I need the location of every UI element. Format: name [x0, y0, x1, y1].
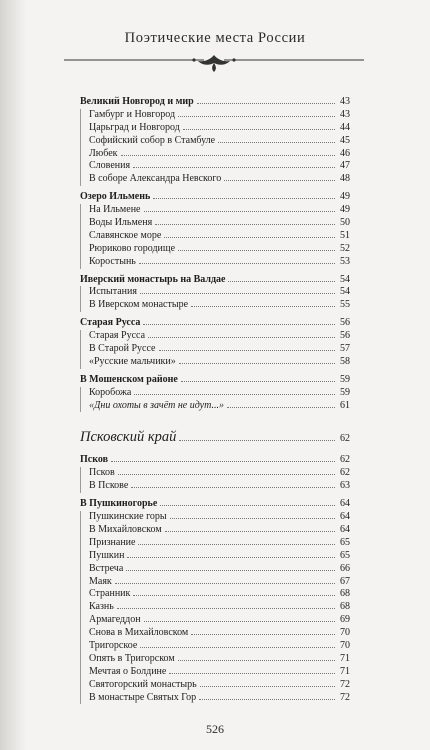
- toc-entry: [81, 256, 350, 269]
- dot-leader: [144, 621, 335, 622]
- entry-page: 64: [340, 511, 350, 523]
- toc-entry: [81, 173, 350, 186]
- group-title: В Мошенском районе: [80, 373, 178, 385]
- dot-leader: [169, 673, 335, 674]
- dot-leader: [131, 487, 335, 488]
- toc-group-heading: [80, 454, 350, 467]
- entry-title: Царьград и Новгород: [89, 121, 180, 133]
- entry-page: 59: [340, 386, 350, 398]
- dot-leader: [148, 337, 335, 338]
- page-gutter-shadow: [0, 0, 26, 750]
- dot-leader: [143, 324, 335, 325]
- entry-page: 54: [340, 286, 350, 298]
- dot-leader: [117, 608, 335, 609]
- toc-entry: [81, 204, 350, 217]
- entry-title: Армагеддон: [89, 614, 141, 626]
- entry-title: Мечтая о Болдине: [89, 665, 167, 677]
- toc-group-heading: [80, 498, 350, 511]
- entry-title: В Пскове: [89, 480, 129, 492]
- group-page: 49: [340, 191, 350, 203]
- entry-title: Пушкин: [89, 549, 125, 561]
- toc-entry: [81, 550, 350, 563]
- entry-title: Снова в Михайловском: [89, 627, 189, 639]
- table-of-contents: [80, 96, 350, 709]
- group-title: В Пушкиногорье: [80, 498, 158, 510]
- entry-page: 46: [340, 147, 350, 159]
- entry-page: 55: [340, 299, 350, 311]
- toc-entry: [81, 679, 350, 692]
- toc-entry: [81, 614, 350, 627]
- dot-leader: [138, 544, 335, 545]
- section-leader: [179, 440, 335, 441]
- entry-page: 72: [340, 691, 350, 703]
- dot-leader: [133, 167, 335, 168]
- dot-leader: [155, 224, 335, 225]
- entry-title: Маяк: [89, 575, 112, 587]
- toc-entry: [81, 588, 350, 601]
- entry-page: 45: [340, 134, 350, 146]
- entry-title: Гамбург и Новгород: [89, 108, 176, 120]
- entry-page: 66: [340, 562, 350, 574]
- dot-leader: [134, 394, 335, 395]
- toc-entry: [81, 666, 350, 679]
- entry-title: «Дни охоты в зачёт не идут...»: [89, 399, 224, 411]
- toc-groups-after: [80, 454, 350, 704]
- toc-entry: [81, 524, 350, 537]
- dot-leader: [140, 647, 335, 648]
- toc-entry: [81, 135, 350, 148]
- running-head: Поэтические места России: [124, 30, 306, 46]
- group-page: 59: [340, 373, 350, 385]
- entry-page: 68: [340, 588, 350, 600]
- toc-entry: [81, 299, 350, 312]
- entry-title: Испытания: [89, 286, 137, 298]
- toc-entry: [81, 387, 350, 400]
- dot-leader: [144, 211, 336, 212]
- dot-leader: [160, 505, 335, 506]
- group-page: 62: [340, 454, 350, 466]
- dot-leader: [197, 103, 335, 104]
- entry-title: В Старой Руссе: [89, 343, 156, 355]
- entry-page: 50: [340, 217, 350, 229]
- dot-leader: [115, 583, 335, 584]
- toc-group-entries: [80, 109, 350, 186]
- entry-title: В монастыре Святых Гор: [89, 691, 197, 703]
- entry-title: Любек: [89, 147, 118, 159]
- entry-title: «Русские мальчики»: [89, 355, 176, 367]
- dot-leader: [200, 686, 335, 687]
- entry-page: 64: [340, 523, 350, 535]
- entry-page: 65: [340, 549, 350, 561]
- toc-group: [80, 454, 350, 493]
- toc-entry: [81, 160, 350, 173]
- entry-title: Славянское море: [89, 229, 162, 241]
- dot-leader: [224, 180, 335, 181]
- toc-entry: [81, 563, 350, 576]
- toc-group: [80, 191, 350, 268]
- toc-entry: [81, 576, 350, 589]
- entry-page: 47: [340, 160, 350, 172]
- entry-page: 62: [340, 467, 350, 479]
- entry-page: 61: [340, 399, 350, 411]
- entry-page: 56: [340, 330, 350, 342]
- toc-group-entries: [80, 467, 350, 493]
- entry-page: 65: [340, 536, 350, 548]
- toc-entry: [81, 286, 350, 299]
- toc-group-heading: [80, 374, 350, 387]
- dot-leader: [121, 155, 335, 156]
- entry-title: Странник: [89, 588, 131, 600]
- dot-leader: [228, 281, 335, 282]
- entry-title: Пушкинские горы: [89, 511, 167, 523]
- dot-leader: [178, 250, 335, 251]
- dot-leader: [159, 350, 336, 351]
- page-number: 526: [206, 722, 224, 736]
- toc-group: [80, 374, 350, 413]
- toc-group-entries: [80, 204, 350, 268]
- toc-entry: [81, 330, 350, 343]
- toc-group-entries: [80, 286, 350, 312]
- entry-title: Встреча: [89, 562, 124, 574]
- entry-title: Тригорское: [89, 639, 138, 651]
- entry-title: Коробожа: [89, 386, 132, 398]
- entry-title: Опять в Тригорском: [89, 652, 175, 664]
- entry-page: 63: [340, 480, 350, 492]
- dot-leader: [170, 518, 335, 519]
- toc-groups-before: [80, 96, 350, 412]
- entry-page: 53: [340, 255, 350, 267]
- entry-page: 44: [340, 121, 350, 133]
- entry-title: Псков: [89, 467, 115, 479]
- ornament-divider: [64, 52, 364, 74]
- entry-page: 71: [340, 652, 350, 664]
- toc-entry: [81, 601, 350, 614]
- group-page: 64: [340, 498, 350, 510]
- entry-page: 69: [340, 614, 350, 626]
- dot-leader: [178, 116, 335, 117]
- toc-entry: [81, 640, 350, 653]
- entry-title: В Михайловском: [89, 523, 162, 535]
- dot-leader: [183, 129, 335, 130]
- entry-title: В соборе Александра Невского: [89, 173, 222, 185]
- toc-group-entries: [80, 330, 350, 369]
- dot-leader: [118, 474, 335, 475]
- toc-entry: [81, 467, 350, 480]
- group-title: Псков: [80, 454, 108, 466]
- dot-leader: [164, 237, 335, 238]
- entry-page: 70: [340, 639, 350, 651]
- dot-leader: [179, 363, 335, 364]
- toc-group-heading: [80, 317, 350, 330]
- entry-page: 52: [340, 242, 350, 254]
- entry-page: 43: [340, 108, 350, 120]
- dot-leader: [178, 660, 335, 661]
- dot-leader: [133, 595, 335, 596]
- entry-title: Коростынь: [89, 255, 136, 267]
- entry-title: Казнь: [89, 601, 114, 613]
- dot-leader: [153, 198, 335, 199]
- toc-entry: [81, 627, 350, 640]
- toc-entry: [81, 109, 350, 122]
- entry-page: 48: [340, 173, 350, 185]
- toc-entry: [81, 148, 350, 161]
- toc-group-heading: [80, 191, 350, 204]
- dot-leader: [218, 142, 335, 143]
- toc-group-heading: [80, 96, 350, 109]
- toc-entry: [81, 511, 350, 524]
- entry-page: 72: [340, 678, 350, 690]
- dot-leader: [139, 263, 335, 264]
- dot-leader: [140, 293, 335, 294]
- group-page: 56: [340, 317, 350, 329]
- toc-section-heading: [80, 428, 350, 448]
- section-title: Псковский край: [80, 429, 177, 446]
- entry-title: Софийский собор в Стамбуле: [89, 134, 216, 146]
- entry-page: 49: [340, 204, 350, 216]
- dot-leader: [111, 461, 335, 462]
- toc-group-entries: [80, 387, 350, 413]
- toc-entry: [81, 400, 350, 413]
- toc-group: [80, 274, 350, 313]
- dot-leader: [165, 531, 335, 532]
- toc-entry: [81, 653, 350, 666]
- entry-title: Словения: [89, 160, 131, 172]
- toc-entry: [81, 356, 350, 369]
- entry-title: Признание: [89, 536, 136, 548]
- entry-title: Святогорский монастырь: [89, 678, 197, 690]
- entry-title: Старая Русса: [89, 330, 146, 342]
- dot-leader: [227, 407, 335, 408]
- group-page: 43: [340, 96, 350, 107]
- group-title: Озеро Ильмень: [80, 191, 151, 203]
- toc-group: [80, 317, 350, 369]
- entry-page: 70: [340, 627, 350, 639]
- entry-page: 51: [340, 229, 350, 241]
- toc-group: [80, 96, 350, 186]
- entry-page: 67: [340, 575, 350, 587]
- toc-entry: [81, 343, 350, 356]
- group-title: Старая Русса: [80, 317, 141, 329]
- toc-entry: [81, 217, 350, 230]
- dot-leader: [127, 557, 335, 558]
- toc-entry: [81, 122, 350, 135]
- group-page: 54: [340, 273, 350, 285]
- entry-page: 57: [340, 343, 350, 355]
- toc-entry: [81, 692, 350, 705]
- entry-title: На Ильмене: [89, 204, 141, 216]
- section-page: 62: [340, 433, 350, 445]
- group-title: Иверский монастырь на Валдае: [80, 273, 226, 285]
- dot-leader: [191, 634, 335, 635]
- dot-leader: [199, 699, 335, 700]
- toc-entry: [81, 243, 350, 256]
- entry-title: Рюриково городище: [89, 242, 176, 254]
- entry-title: Воды Ильменя: [89, 217, 153, 229]
- group-title: Великий Новгород и мир: [80, 96, 194, 107]
- toc-entry: [81, 230, 350, 243]
- toc-entry: [81, 537, 350, 550]
- entry-page: 68: [340, 601, 350, 613]
- toc-entry: [81, 480, 350, 493]
- dot-leader: [191, 306, 335, 307]
- dot-leader: [181, 381, 335, 382]
- toc-group-heading: [80, 274, 350, 287]
- toc-group-entries: [80, 511, 350, 704]
- entry-page: 58: [340, 355, 350, 367]
- entry-title: В Иверском монастыре: [89, 299, 189, 311]
- toc-group: [80, 498, 350, 704]
- entry-page: 71: [340, 665, 350, 677]
- dot-leader: [126, 570, 335, 571]
